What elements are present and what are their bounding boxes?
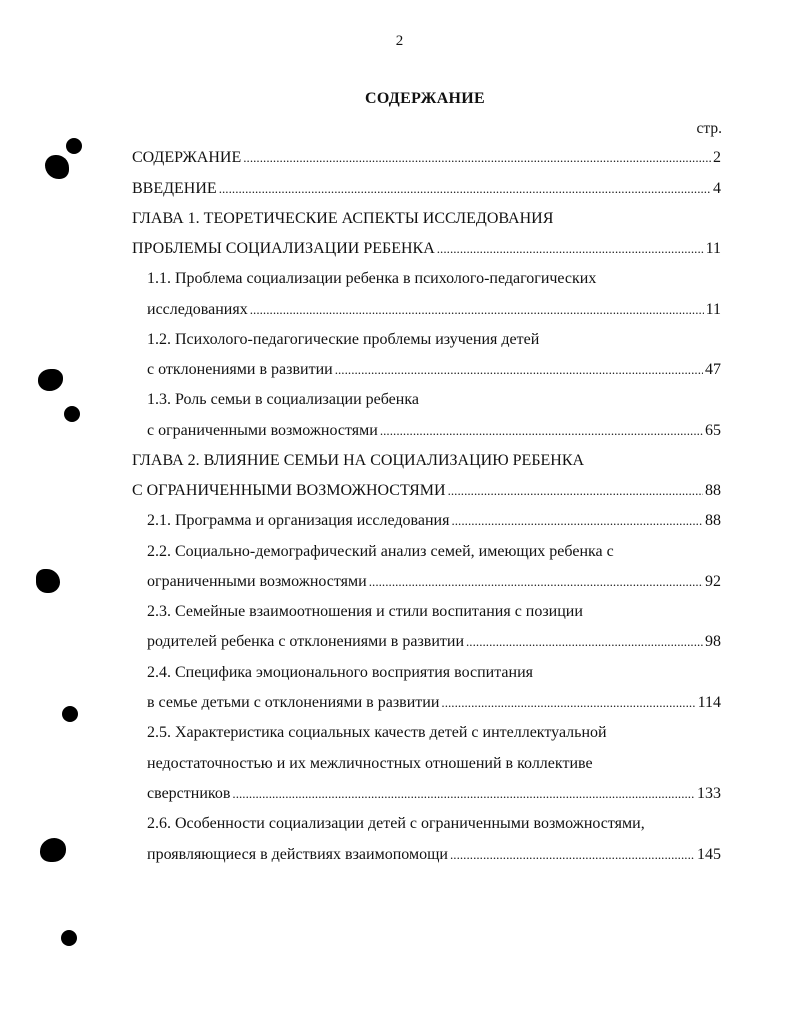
toc-entry-page: 133 bbox=[697, 785, 721, 802]
toc-entry-1-3[interactable] bbox=[147, 419, 721, 443]
toc-entry-label: с отклонениями в развитии bbox=[147, 361, 333, 378]
toc-entry-page: 98 bbox=[705, 633, 721, 650]
toc-entry-1-2-line-1[interactable]: 1.2. Психолого-педагогические проблемы изучения детей bbox=[147, 331, 540, 348]
toc-leader-dots bbox=[219, 177, 711, 201]
toc-entry-label: ограниченными возможностями bbox=[147, 573, 367, 590]
toc-leader-dots bbox=[335, 358, 703, 382]
ink-blot-mark bbox=[38, 369, 63, 391]
toc-entry-label: родителей ребенка с отклонениями в развитии bbox=[147, 633, 464, 650]
toc-entry-2-3[interactable] bbox=[147, 630, 721, 654]
toc-entry-label: в семье детьми с отклонениями в развитии bbox=[147, 694, 440, 711]
toc-leader-dots bbox=[450, 843, 695, 867]
toc-leader-dots bbox=[369, 570, 703, 594]
toc-entry-page: 92 bbox=[705, 573, 721, 590]
toc-entry-1-2[interactable] bbox=[147, 358, 721, 382]
toc-leader-dots bbox=[250, 298, 704, 322]
toc-leader-dots bbox=[451, 509, 703, 533]
ink-blot-mark bbox=[45, 155, 69, 179]
toc-entry-chapter-2[interactable] bbox=[132, 479, 721, 503]
toc-leader-dots bbox=[466, 630, 703, 654]
toc-entry-page: 114 bbox=[697, 694, 721, 711]
toc-leader-dots bbox=[441, 691, 695, 715]
toc-entry-chapter-1[interactable] bbox=[132, 237, 721, 261]
toc-entry-2-2-line-1[interactable]: 2.2. Социально-демографический анализ семей, имеющих ребенка с bbox=[147, 543, 614, 560]
toc-entry-1-3-line-1[interactable]: 1.3. Роль семьи в социализации ребенка bbox=[147, 391, 419, 408]
toc-entry-label: ПРОБЛЕМЫ СОЦИАЛИЗАЦИИ РЕБЕНКА bbox=[132, 240, 435, 257]
toc-entry-chapter-1-line-1[interactable]: ГЛАВА 1. ТЕОРЕТИЧЕСКИЕ АСПЕКТЫ ИССЛЕДОВАНИЯ bbox=[132, 210, 554, 227]
toc-entry-2-5-line-2[interactable]: недостаточностью и их межличностных отношений в коллективе bbox=[147, 755, 593, 772]
toc-entry-page: 2 bbox=[713, 149, 721, 166]
toc-leader-dots bbox=[232, 782, 695, 806]
toc-entry-2-5[interactable] bbox=[147, 782, 721, 806]
toc-leader-dots bbox=[243, 146, 711, 170]
toc-entry-label: ВВЕДЕНИЕ bbox=[132, 180, 217, 197]
toc-leader-dots bbox=[448, 479, 703, 503]
toc-entry-1-1-line-1[interactable]: 1.1. Проблема социализации ребенка в психолого-педагогических bbox=[147, 270, 597, 287]
toc-entry-1-1[interactable] bbox=[147, 298, 721, 322]
binding-hole-mark bbox=[66, 138, 82, 154]
toc-entry-2-5-line-1[interactable]: 2.5. Характеристика социальных качеств детей с интеллектуальной bbox=[147, 724, 607, 741]
page-number: 2 bbox=[395, 33, 404, 49]
ink-blot-mark bbox=[40, 838, 66, 862]
toc-entry-chapter-2-line-1[interactable]: ГЛАВА 2. ВЛИЯНИЕ СЕМЬИ НА СОЦИАЛИЗАЦИЮ РЕБЕНКА bbox=[132, 452, 585, 469]
toc-entry-label: проявляющиеся в действиях взаимопомощи bbox=[147, 846, 448, 863]
toc-leader-dots bbox=[437, 237, 704, 261]
toc-entry-page: 88 bbox=[705, 512, 721, 529]
toc-entry-2-4[interactable] bbox=[147, 691, 721, 715]
toc-entry-2-1[interactable] bbox=[147, 509, 721, 533]
ink-blot-mark bbox=[36, 569, 60, 593]
toc-entry-contents[interactable] bbox=[132, 146, 721, 170]
toc-entry-page: 65 bbox=[705, 422, 721, 439]
toc-entry-page: 47 bbox=[705, 361, 721, 378]
toc-entry-page: 4 bbox=[713, 180, 721, 197]
toc-entry-2-6[interactable] bbox=[147, 843, 721, 867]
toc-leader-dots bbox=[380, 419, 703, 443]
toc-entry-label: сверстников bbox=[147, 785, 231, 802]
binding-hole-mark bbox=[64, 406, 80, 422]
toc-entry-introduction[interactable] bbox=[132, 177, 721, 201]
toc-entry-page: 11 bbox=[705, 240, 721, 257]
toc-title: СОДЕРЖАНИЕ bbox=[364, 90, 486, 107]
toc-entry-page: 11 bbox=[705, 301, 721, 318]
toc-entry-2-2[interactable] bbox=[147, 570, 721, 594]
toc-entry-page: 88 bbox=[705, 482, 721, 499]
toc-entry-2-4-line-1[interactable]: 2.4. Специфика эмоционального восприятия воспитания bbox=[147, 664, 533, 681]
toc-entry-page: 145 bbox=[697, 846, 721, 863]
binding-hole-mark bbox=[61, 930, 77, 946]
toc-entry-label: С ОГРАНИЧЕННЫМИ ВОЗМОЖНОСТЯМИ bbox=[132, 482, 446, 499]
toc-entry-2-3-line-1[interactable]: 2.3. Семейные взаимоотношения и стили воспитания с позиции bbox=[147, 603, 583, 620]
toc-entry-label: с ограниченными возможностями bbox=[147, 422, 378, 439]
toc-entry-label: исследованиях bbox=[147, 301, 248, 318]
page-column-label: стр. bbox=[696, 120, 722, 137]
toc-entry-2-6-line-1[interactable]: 2.6. Особенности социализации детей с ограниченными возможностями, bbox=[147, 815, 645, 832]
binding-hole-mark bbox=[62, 706, 78, 722]
toc-entry-label: 2.1. Программа и организация исследования bbox=[147, 512, 450, 529]
toc-entry-label: СОДЕРЖАНИЕ bbox=[132, 149, 242, 166]
